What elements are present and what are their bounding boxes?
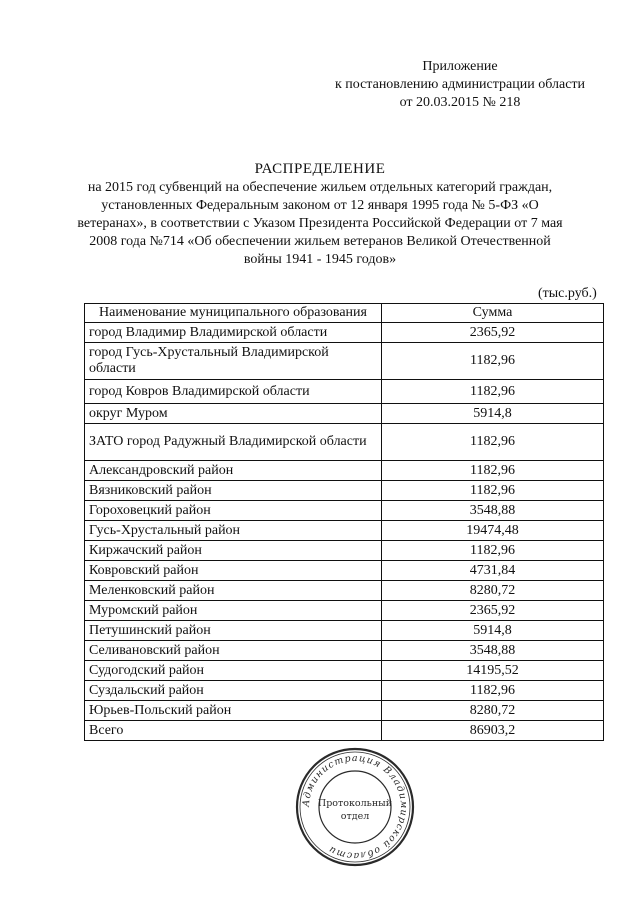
table-row bbox=[85, 404, 604, 424]
row-name: Меленковский район bbox=[85, 581, 382, 601]
table-row bbox=[85, 661, 604, 681]
row-sum: 1182,96 bbox=[382, 481, 604, 501]
row-name: Юрьев-Польский район bbox=[85, 701, 382, 721]
row-sum: 3548,88 bbox=[382, 501, 604, 521]
appendix-block bbox=[300, 58, 620, 112]
official-stamp bbox=[294, 746, 416, 868]
row-sum: 1182,96 bbox=[382, 541, 604, 561]
table-row bbox=[85, 323, 604, 343]
row-sum: 1182,96 bbox=[382, 461, 604, 481]
header-name: Наименование муниципального образования bbox=[85, 304, 382, 323]
row-name: город Владимир Владимирской области bbox=[85, 323, 382, 343]
table-row bbox=[85, 701, 604, 721]
row-sum: 1182,96 bbox=[382, 424, 604, 461]
row-sum: 86903,2 bbox=[382, 721, 604, 741]
table-row bbox=[85, 424, 604, 461]
row-name: Киржачский район bbox=[85, 541, 382, 561]
table-row bbox=[85, 481, 604, 501]
table-row bbox=[85, 521, 604, 541]
table-row bbox=[85, 501, 604, 521]
table-row bbox=[85, 581, 604, 601]
heading-line: 2008 года №714 «Об обеспечении жильем ветеранов Великой Отечественной bbox=[89, 234, 551, 249]
table-header-row bbox=[85, 304, 604, 323]
row-sum: 8280,72 bbox=[382, 581, 604, 601]
row-name: город Ковров Владимирской области bbox=[85, 380, 382, 404]
row-name: Вязниковский район bbox=[85, 481, 382, 501]
heading-line: установленных Федеральным законом от 12 января 1995 года № 5-ФЗ «О bbox=[101, 198, 539, 213]
heading-line: на 2015 год субвенций на обеспечение жильем отдельных категорий граждан, bbox=[87, 180, 553, 195]
table-row bbox=[85, 380, 604, 404]
row-name: Суздальский район bbox=[85, 681, 382, 701]
appendix-line: к постановлению администрации области bbox=[334, 77, 586, 92]
row-sum: 1182,96 bbox=[382, 380, 604, 404]
row-name: ЗАТО город Радужный Владимирской области bbox=[85, 424, 382, 461]
table-row bbox=[85, 541, 604, 561]
row-sum: 14195,52 bbox=[382, 661, 604, 681]
heading-line: ветеранах», в соответствии с Указом Президента Российской Федерации от 7 мая bbox=[77, 216, 563, 231]
row-name: Гусь-Хрустальный район bbox=[85, 521, 382, 541]
row-sum: 2365,92 bbox=[382, 601, 604, 621]
distribution-table bbox=[84, 303, 604, 741]
row-name: Александровский район bbox=[85, 461, 382, 481]
document-title: РАСПРЕДЕЛЕНИЕ bbox=[254, 161, 386, 177]
row-sum: 19474,48 bbox=[382, 521, 604, 541]
row-sum: 2365,92 bbox=[382, 323, 604, 343]
row-name: округ Муром bbox=[85, 404, 382, 424]
row-sum: 1182,96 bbox=[382, 343, 604, 380]
table-row bbox=[85, 461, 604, 481]
table-row bbox=[85, 601, 604, 621]
row-sum: 3548,88 bbox=[382, 641, 604, 661]
document-heading bbox=[60, 160, 580, 269]
stamp-center-line2: отдел bbox=[340, 811, 370, 822]
table-row-total bbox=[85, 721, 604, 741]
table-row bbox=[85, 561, 604, 581]
stamp-ring-text: Администрация Владимирской области bbox=[300, 752, 410, 862]
row-sum: 8280,72 bbox=[382, 701, 604, 721]
unit-label: (тыс.руб.) bbox=[538, 286, 597, 301]
appendix-line: от 20.03.2015 № 218 bbox=[399, 95, 521, 110]
row-sum: 5914,8 bbox=[382, 404, 604, 424]
row-sum: 5914,8 bbox=[382, 621, 604, 641]
heading-line: войны 1941 - 1945 годов» bbox=[243, 252, 397, 267]
table-row bbox=[85, 621, 604, 641]
table-row bbox=[85, 681, 604, 701]
row-name: Судогодский район bbox=[85, 661, 382, 681]
row-name: Селивановский район bbox=[85, 641, 382, 661]
row-sum: 4731,84 bbox=[382, 561, 604, 581]
row-sum: 1182,96 bbox=[382, 681, 604, 701]
row-name: Гороховецкий район bbox=[85, 501, 382, 521]
row-name: Муромский район bbox=[85, 601, 382, 621]
header-sum: Сумма bbox=[382, 304, 604, 323]
row-name: Петушинский район bbox=[85, 621, 382, 641]
table-row bbox=[85, 641, 604, 661]
row-name: Ковровский район bbox=[85, 561, 382, 581]
stamp-center-line1: Протокольный bbox=[317, 798, 393, 809]
appendix-line: Приложение bbox=[422, 59, 498, 74]
row-name: город Гусь-Хрустальный Владимирской области bbox=[85, 343, 382, 380]
row-name: Всего bbox=[85, 721, 382, 741]
table-row bbox=[85, 343, 604, 380]
